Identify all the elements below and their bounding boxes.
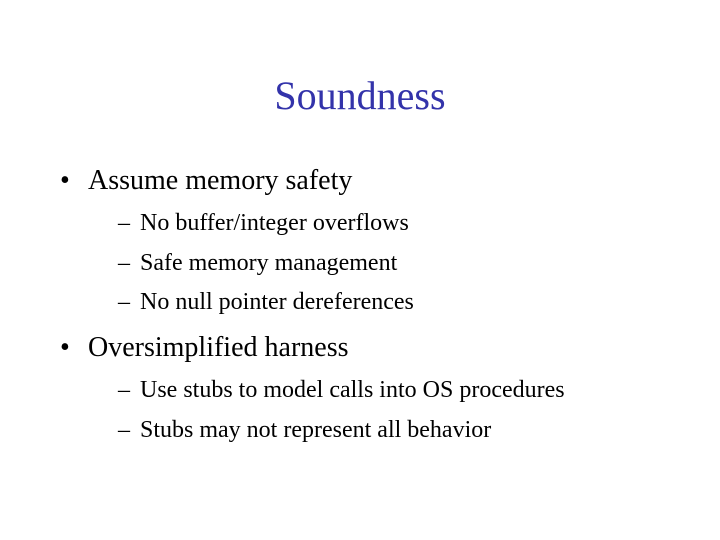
bullet-text: Oversimplified harness (88, 332, 349, 363)
dash-icon: – (118, 289, 130, 315)
sub-text: No buffer/integer overflows (140, 210, 409, 236)
bullet-item-2 (60, 331, 349, 365)
sub-item-2-1 (118, 375, 565, 405)
bullet-icon: • (60, 332, 70, 363)
dash-icon: – (118, 210, 130, 236)
sub-text: No null pointer dereferences (140, 289, 414, 315)
sub-item-1-1 (118, 208, 409, 238)
sub-item-2-2 (118, 415, 491, 445)
dash-icon: – (118, 377, 130, 403)
bullet-item-1 (60, 164, 352, 198)
bullet-text: Assume memory safety (88, 165, 353, 196)
sub-item-1-3 (118, 287, 414, 317)
sub-text: Safe memory management (140, 250, 398, 276)
sub-text: Stubs may not represent all behavior (140, 417, 492, 443)
dash-icon: – (118, 417, 130, 443)
slide-title: Soundness (274, 73, 446, 118)
bullet-icon: • (60, 165, 70, 196)
sub-text: Use stubs to model calls into OS procedures (140, 377, 565, 403)
sub-item-1-2 (118, 248, 397, 278)
dash-icon: – (118, 250, 130, 276)
